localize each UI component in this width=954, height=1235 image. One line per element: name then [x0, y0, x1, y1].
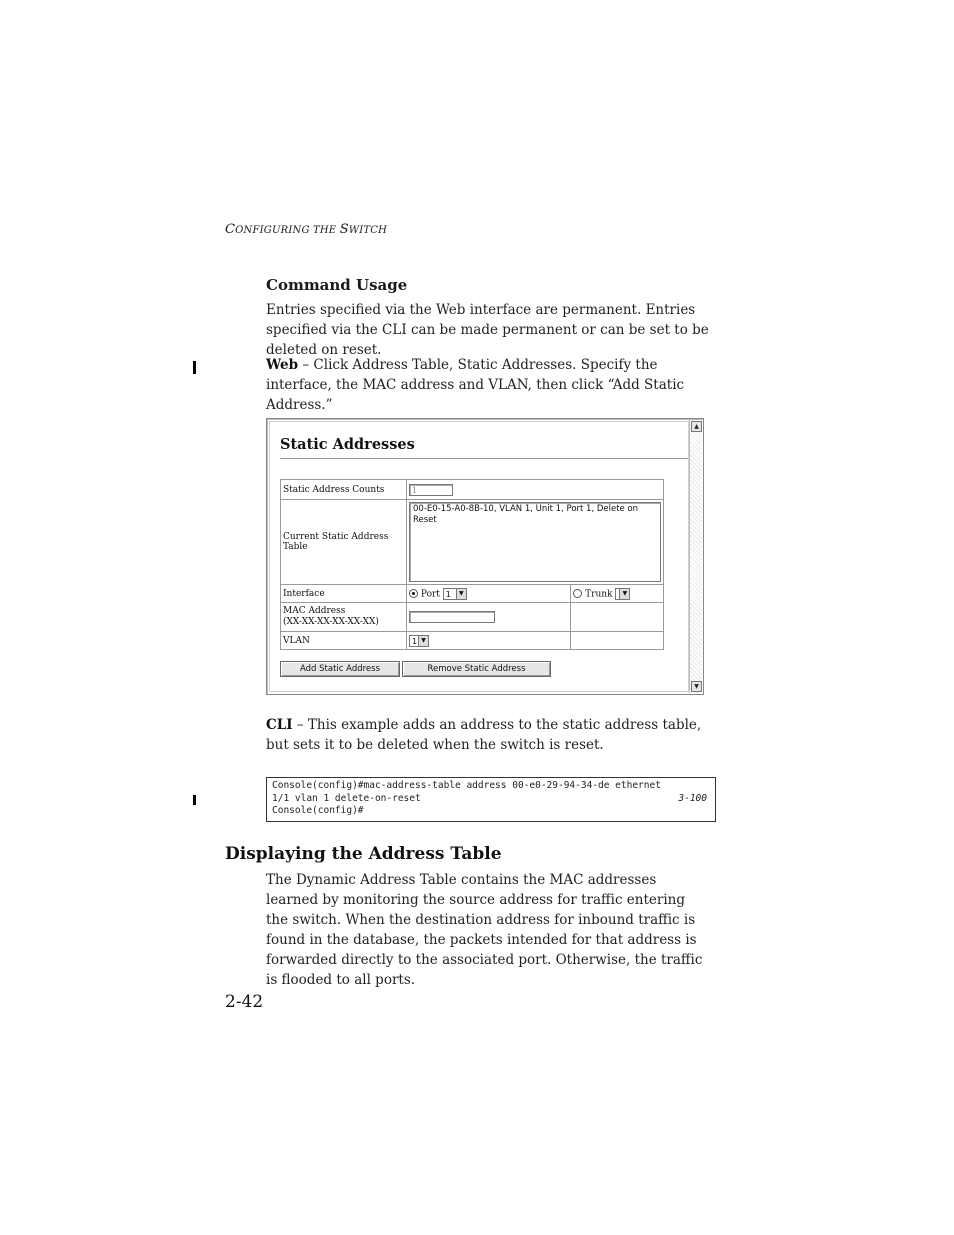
web-instructions	[266, 355, 706, 415]
panel-content	[269, 421, 689, 692]
vlan-cell	[407, 632, 571, 650]
page-reference: 3-100	[678, 792, 707, 804]
static-address-form	[280, 479, 664, 650]
mac-label-cell	[281, 603, 407, 632]
section-heading: Displaying the Address Table	[225, 844, 502, 864]
code-line: Console(config)#mac-address-table address 00-e0-29-94-34-de ethernet	[272, 780, 661, 791]
vlan-label: VLAN	[281, 632, 407, 650]
trunk-label: Trunk	[585, 589, 613, 599]
remove-static-address-button[interactable]: Remove Static Address	[402, 661, 551, 677]
title-divider	[280, 458, 688, 459]
cli-label: CLI	[266, 717, 293, 733]
cli-description	[266, 715, 716, 755]
chevron-down-icon: ▼	[619, 589, 629, 599]
scroll-down-icon[interactable]: ▼	[691, 681, 702, 692]
panel-title: Static Addresses	[280, 436, 415, 453]
port-label: Port	[420, 589, 440, 599]
trunk-cell	[571, 585, 664, 603]
static-addresses-screenshot	[266, 418, 704, 695]
interface-label: Interface	[281, 585, 407, 603]
mac-address-input[interactable]	[409, 611, 495, 623]
table-cell	[407, 500, 664, 585]
port-radio[interactable]	[409, 589, 418, 598]
cli-text: – This example adds an address to the static address table, but sets it to be deleted when the switch is reset.	[266, 717, 702, 753]
change-bar	[193, 795, 196, 805]
counts-label: Static Address Counts	[281, 480, 407, 500]
static-address-list[interactable]	[409, 502, 661, 582]
command-usage-text: Entries specified via the Web interface are permanent. Entries specified via the CLI can be made permanent or can be set to be deleted on reset.	[266, 302, 709, 358]
command-usage-heading: Command Usage	[266, 276, 408, 294]
list-item[interactable]: 00-E0-15-A0-8B-10, VLAN 1, Unit 1, Port 1, Delete on Reset	[413, 504, 639, 525]
vlan-select[interactable]: 1 ▼	[409, 635, 429, 647]
mac-label: MAC Address	[283, 606, 346, 616]
mac-format: (XX-XX-XX-XX-XX-XX)	[283, 617, 379, 627]
counts-field: 1	[409, 484, 453, 496]
page-number: 2-42	[225, 992, 264, 1012]
trunk-select[interactable]	[615, 588, 630, 600]
web-text: – Click Address Table, Static Addresses. Specify the interface, the MAC address and VLAN, then click “Add Static Address.”	[266, 357, 685, 413]
change-bar	[193, 361, 196, 374]
empty-cell	[571, 632, 664, 650]
trunk-radio[interactable]	[573, 589, 582, 598]
section-text: The Dynamic Address Table contains the MAC addresses learned by monitoring the source address for traffic entering the switch. When the destination address for inbound traffic is found in the database, the packets intended for that address is forwarded directly to the associated port. Otherwise, the traffic is flooded to all ports.	[266, 872, 703, 988]
vertical-scrollbar[interactable]	[689, 420, 702, 693]
scroll-up-icon[interactable]: ▲	[691, 421, 702, 432]
table-label: Current Static Address Table	[281, 500, 407, 585]
running-header: CONFIGURING THE SWITCH	[225, 222, 388, 237]
counts-cell	[407, 480, 664, 500]
web-label: Web	[266, 357, 299, 373]
port-select[interactable]: 1 ▼	[443, 588, 467, 600]
code-line: 1/1 vlan 1 delete-on-reset 3-100	[272, 792, 707, 804]
empty-cell	[571, 603, 664, 632]
code-line: Console(config)#	[272, 805, 364, 816]
chevron-down-icon: ▼	[418, 636, 428, 646]
cli-code-example	[266, 777, 716, 822]
mac-cell	[407, 603, 571, 632]
add-static-address-button[interactable]: Add Static Address	[280, 661, 400, 677]
chevron-down-icon: ▼	[456, 589, 466, 599]
port-cell	[407, 585, 571, 603]
